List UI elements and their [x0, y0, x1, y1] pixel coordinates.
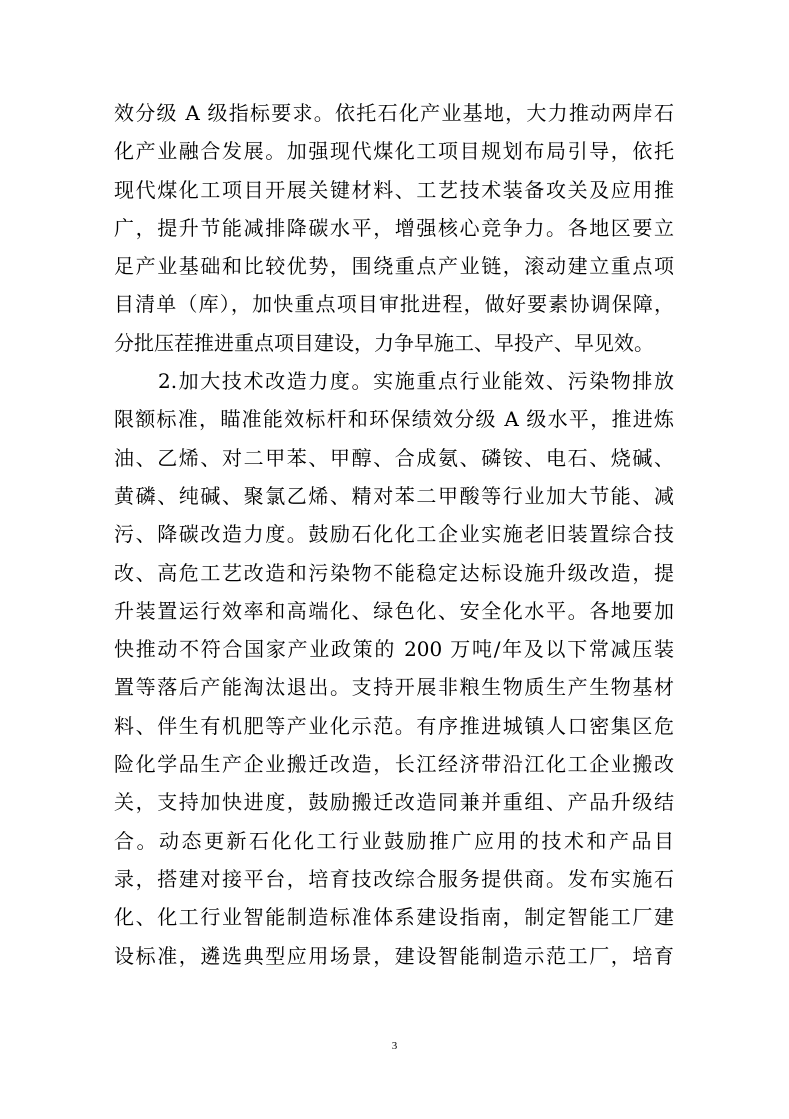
text-line: 录，搭建对接平台，培育技改综合服务提供商。发布实施石	[114, 866, 674, 891]
body-text	[114, 94, 674, 975]
text-line: 关，支持加快进度，鼓励搬迁改造同兼并重组、产品升级结	[114, 790, 674, 815]
text-line: 合。动态更新石化化工行业鼓励推广应用的技术和产品目	[114, 828, 674, 853]
text-line: 化、化工行业智能制造标准体系建设指南，制定智能工厂建	[114, 905, 674, 930]
text-line: 改、高危工艺改造和污染物不能稳定达标设施升级改造，提	[114, 560, 674, 585]
text-line: 险化学品生产企业搬迁改造，长江经济带沿江化工企业搬改	[114, 752, 674, 777]
text-line: 分批压茬推进重点项目建设，力争早施工、早投产、早见效。	[114, 330, 654, 355]
text-line: 现代煤化工项目开展关键材料、工艺技术装备攻关及应用推	[114, 177, 674, 202]
text-line: 化产业融合发展。加强现代煤化工项目规划布局引导，依托	[114, 139, 674, 164]
text-line: 设标准，遴选典型应用场景，建设智能制造示范工厂，培育	[114, 943, 674, 968]
text-line: 足产业基础和比较优势，围绕重点产业链，滚动建立重点项	[114, 254, 674, 279]
section-heading-line: 2.加大技术改造力度。实施重点行业能效、污染物排放	[158, 369, 674, 394]
text-line: 黄磷、纯碱、聚氯乙烯、精对苯二甲酸等行业加大节能、减	[114, 483, 674, 508]
text-line: 限额标准，瞄准能效标杆和环保绩效分级 A 级水平，推进炼	[114, 407, 674, 432]
text-line: 快推动不符合国家产业政策的 200 万吨/年及以下常减压装	[114, 637, 674, 662]
text-line: 效分级 A 级指标要求。依托石化产业基地，大力推动两岸石	[114, 101, 674, 125]
text-line: 污、降碳改造力度。鼓励石化化工企业实施老旧装置综合技	[114, 522, 674, 547]
text-line: 目清单（库），加快重点项目审批进程，做好要素协调保障，	[114, 292, 674, 317]
text-line: 广，提升节能减排降碳水平，增强核心竞争力。各地区要立	[114, 215, 674, 240]
page-number: 3	[391, 1040, 398, 1052]
text-line: 升装置运行效率和高端化、绿色化、安全化水平。各地要加	[114, 598, 674, 623]
text-line: 置等落后产能淘汰退出。支持开展非粮生物质生产生物基材	[114, 675, 674, 700]
text-line: 料、伴生有机肥等产业化示范。有序推进城镇人口密集区危	[114, 713, 674, 738]
text-line: 油、乙烯、对二甲苯、甲醇、合成氨、磷铵、电石、烧碱、	[114, 445, 674, 470]
